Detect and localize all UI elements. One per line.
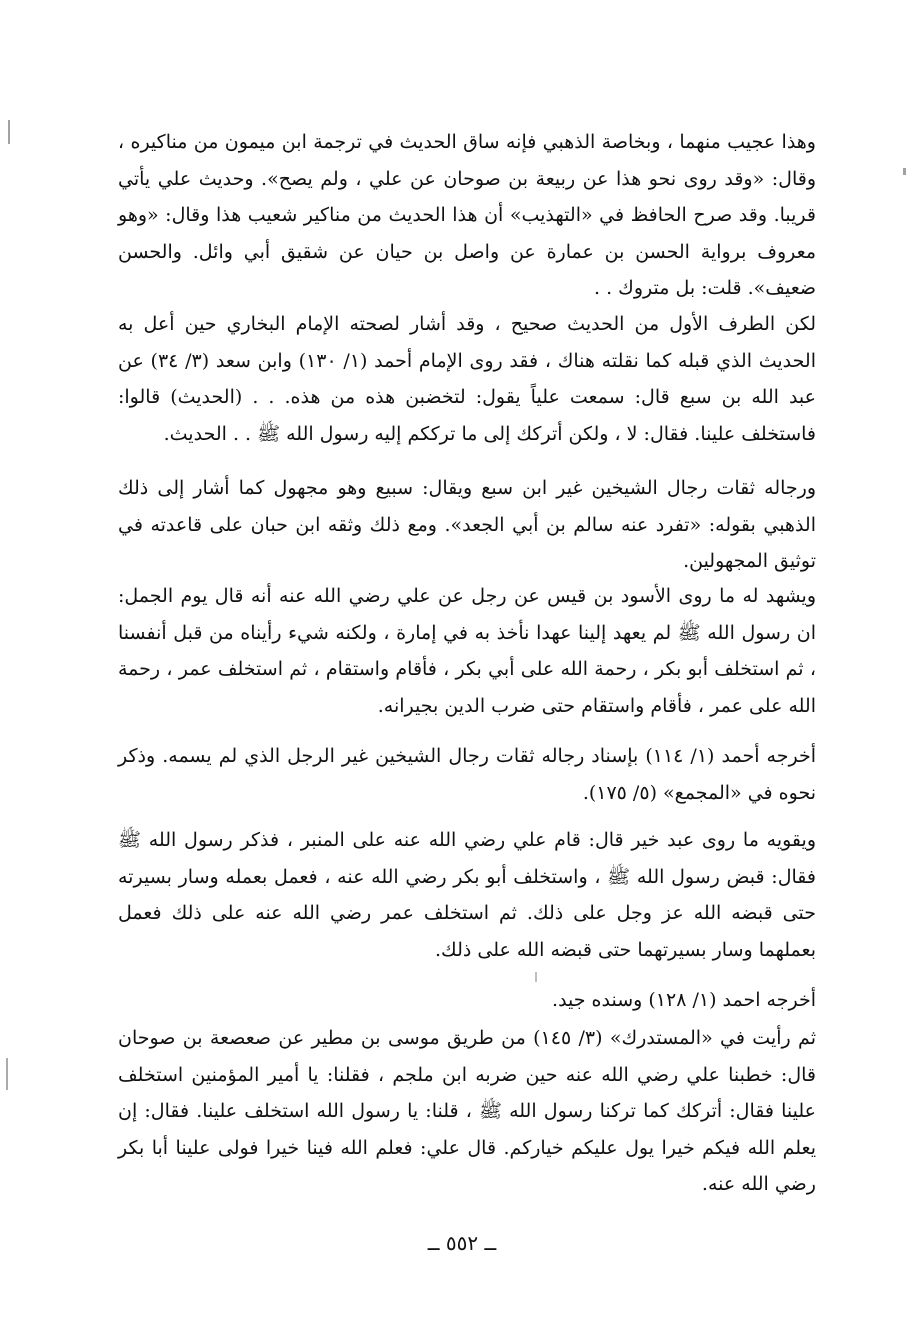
paragraph-8: ثم رأيت في «المستدرك» (٣/ ١٤٥) من طريق موسى بن مطير عن صعصعة بن صوحان قال: خطبنا علي رضي الله عنه حين ضربه ابن ملجم ، فقلنا: يا أمير المؤمنين استخلف علينا فقال: أتركك كما تركنا رسول الله ﷺ ، قلنا: يا رسول الله استخلف علينا. فقال: إن يعلم الله فيكم خيرا يول عليكم خياركم. قال علي: فعلم الله فينا خيرا فولى علينا أبا بكر رضي الله عنه. — [118, 1027, 816, 1195]
scan-artifact — [903, 168, 906, 175]
paragraph-6: ويقويه ما روى عبد خير قال: قام علي رضي الله عنه على المنبر ، فذكر رسول الله ﷺ فقال: قبض رسول الله ﷺ ، واستخلف أبو بكر رضي الله عنه ، فعمل بعمله وسار بسيرته حتى قبضه الله عز وجل على ذلك. ثم استخلف عمر رضي الله عنه على ذلك فعمل بعملهما وسار بسيرتهما حتى قبضه الله على ذلك. — [118, 829, 816, 961]
paragraph-1: وهذا عجيب منهما ، وبخاصة الذهبي فإنه ساق الحديث في ترجمة ابن ميمون من مناكيره ، وقال: «وقد روى نحو هذا عن ربيعة بن صوحان عن علي ، ولم يصح». وحديث علي يأتي قريبا. وقد صرح الحافظ في «التهذيب» أن هذا الحديث من مناكير شعيب هذا وقال: «وهو معروف برواية الحسن بن عمارة عن واصل بن حيان عن شقيق أبي وائل. والحسن ضعيف». قلت: بل متروك . . — [118, 131, 816, 299]
scan-artifact — [6, 1058, 8, 1090]
scan-artifact — [535, 972, 537, 982]
paragraph-7: أخرجه احمد (١/ ١٢٨) وسنده جيد. — [552, 989, 816, 1011]
paragraph-2: لكن الطرف الأول من الحديث صحيح ، وقد أشار لصحته الإمام البخاري حين أعل به الحديث الذي قبله كما نقلته هناك ، فقد روى الإمام أحمد (١/ ١٣٠) وابن سعد (٣/ ٣٤) عن عبد الله بن سبع قال: سمعت علياً يقول: لتخضبن هذه من هذه. . . (الحديث) قالوا: فاستخلف علينا. فقال: لا ، ولكن أتركك إلى ما ترككم إليه رسول الله ﷺ . . الحديث. — [118, 313, 816, 445]
paragraph-3: ورجاله ثقات رجال الشيخين غير ابن سبع ويقال: سبيع وهو مجهول كما أشار إلى ذلك الذهبي بقوله: «تفرد عنه سالم بن أبي الجعد». ومع ذلك وثقه ابن حبان على قاعدته في توثيق المجهولين. — [118, 477, 816, 572]
page-number: ــ ٥٥٢ ــ — [427, 1231, 497, 1255]
scan-artifact — [8, 120, 10, 144]
paragraph-4: ويشهد له ما روى الأسود بن قيس عن رجل عن علي رضي الله عنه أنه قال يوم الجمل: ان رسول الله ﷺ لم يعهد إلينا عهدا نأخذ به في إمارة ، ولكنه شيء رأيناه من قبل أنفسنا ، ثم استخلف أبو بكر ، رحمة الله على أبي بكر ، فأقام واستقام ، ثم استخلف عمر ، رحمة الله على عمر ، فأقام واستقام حتى ضرب الدين بجيرانه. — [118, 585, 816, 717]
paragraph-5: أخرجه أحمد (١/ ١١٤) بإسناد رجاله ثقات رجال الشيخين غير الرجل الذي لم يسمه. وذكر نحوه في «المجمع» (٥/ ١٧٥). — [118, 745, 816, 804]
